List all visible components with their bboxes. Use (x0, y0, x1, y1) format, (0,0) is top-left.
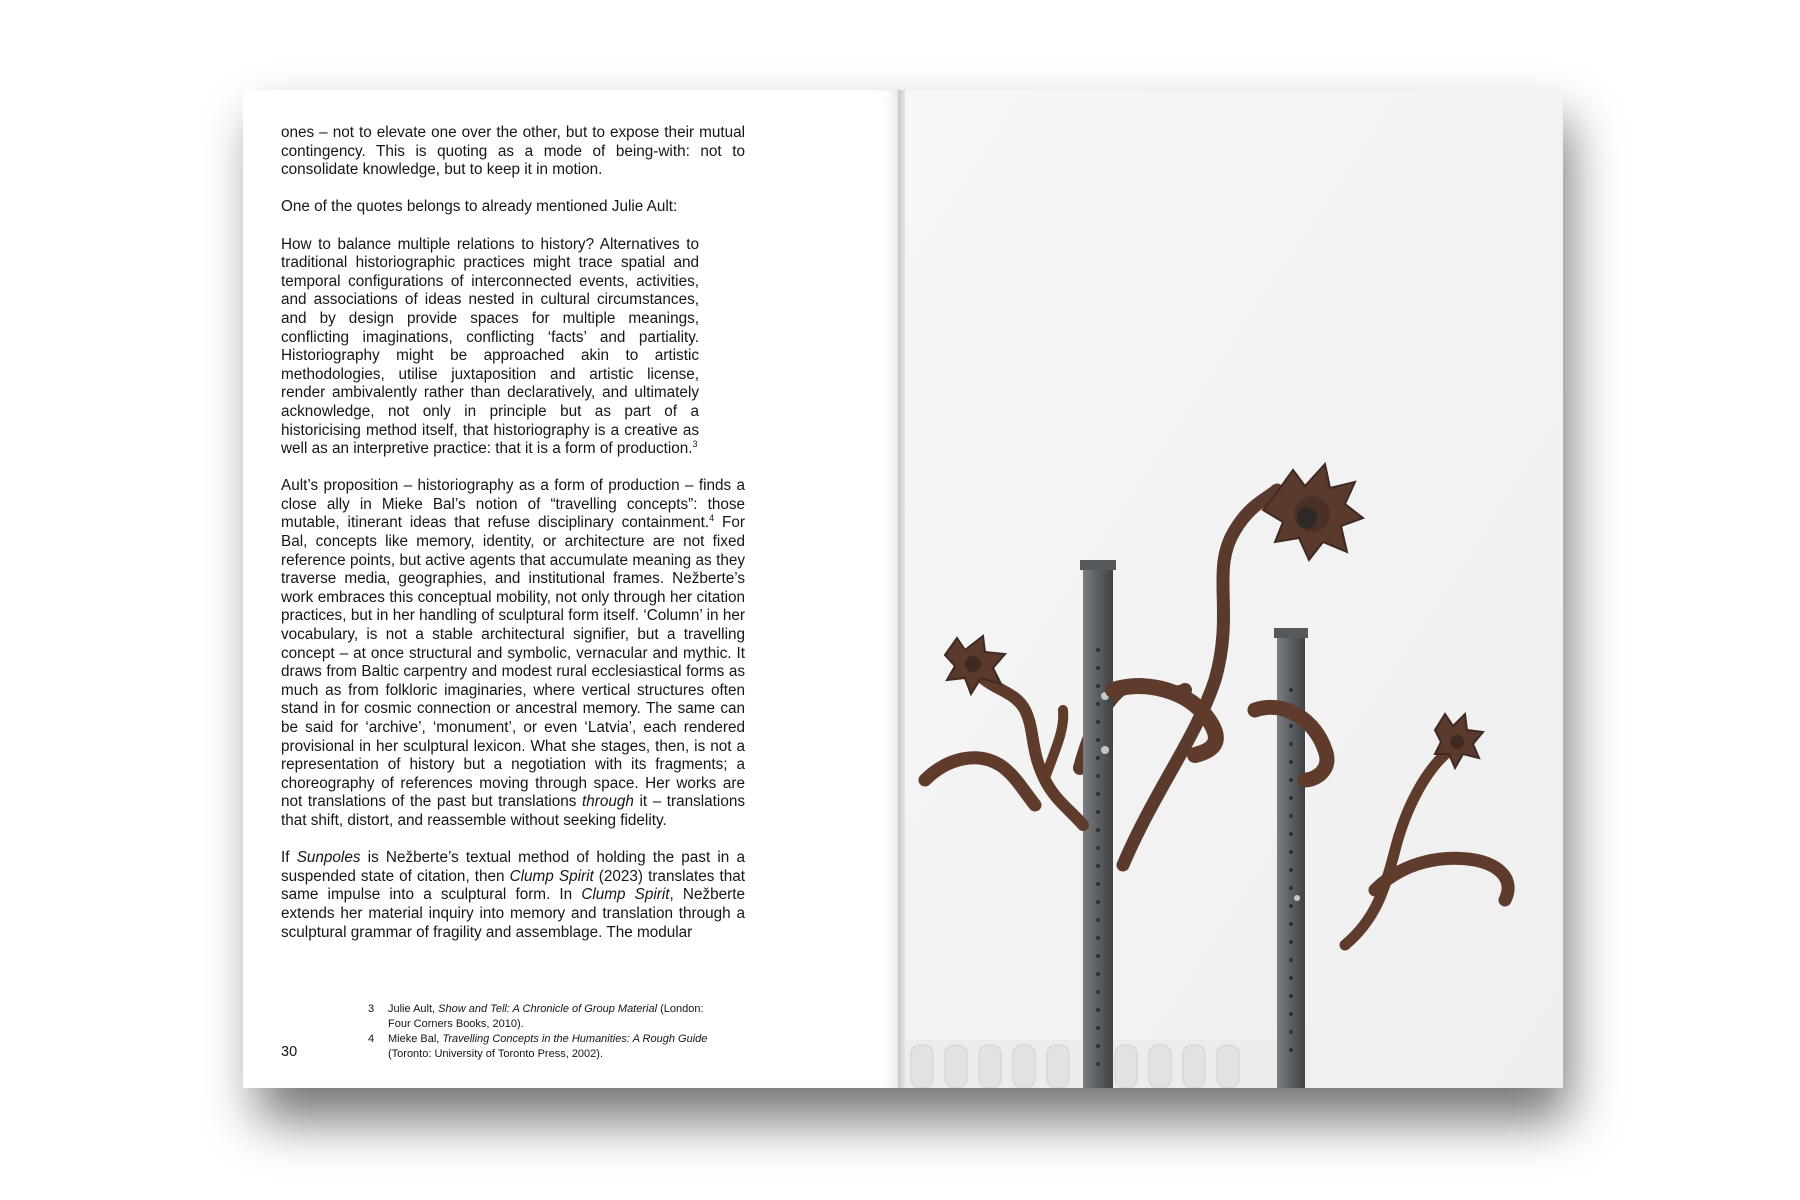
book-spread (243, 90, 1563, 1088)
block-quote-text: How to balance multiple relations to history? Alternatives to traditional historiographic practices might trace spatial and temporal configurations of interconnected events, activities, and associations of ideas nested in cultural circumstances, and by design provide spaces for multiple meanings, conflicting imaginations, conflicting ‘facts’ and partiality. Historiography might be approached akin to artistic methodologies, utilise juxtaposition and artistic license, render ambivalently rather than declaratively, and ultimately acknowledge, not only in principle but as part of a historicising method itself, that historiography is a creative as well as an interpretive practice: that it is a form of production. (281, 235, 699, 458)
paragraph-4-part-c: (2023) translates that same impulse into a sculptural form. In (281, 867, 745, 904)
footnote-author: Mieke Bal, (388, 1033, 443, 1045)
paragraph-4-part-b: is Nežberte’s textual method of holding the past in a suspended state of citation, then (281, 849, 745, 885)
paragraph-4 (281, 849, 745, 942)
footnote-title: Travelling Concepts in the Humanities: A Rough Guide (442, 1033, 708, 1045)
wall-background (905, 90, 1563, 1088)
body-text (281, 124, 745, 961)
paragraph-4-part-a: If (281, 849, 297, 867)
footnote-number: 4 (368, 1033, 375, 1045)
left-page (243, 90, 898, 1088)
paragraph-4-title-3: Clump Spirit (581, 886, 670, 904)
block-quote (281, 236, 699, 459)
footnote-publisher: (London: Four Corners Books, 2010). (388, 1003, 704, 1030)
right-page-photo (905, 90, 1563, 1088)
footnotes (368, 1002, 708, 1062)
sculpture-photo (905, 90, 1563, 1088)
paragraph-4-title-1: Sunpoles (296, 849, 361, 867)
paragraph-3-part-b: For Bal, concepts like memory, identity, or architecture are not fixed reference points, but active agents that accumulate meaning as they traverse media, geographies, and institutional frames. Nežberte’s work embraces this conceptual mobility, not only through her citation practices, but in her handling of sculptural form itself. ‘Column’ in her vocabulary, is not a stable architectural signifier, but a travelling concept – at once structural and symbolic, vernacular and mythic. It draws from Baltic carpentry and modest rural ecclesiastical forms as much as from folkloric imaginaries, where vertical structures often stand in for cosmic connection or ancestral memory. The same can be said for ‘archive’, ‘monument’, or even ‘Latvia’, each rendered provisional in her sculptural lexicon. What she stages, then, is not a representation of history but a negotiation with its fragments; a choreography of references moving through space. Her works are not translations of the past but translations (281, 514, 746, 811)
steel-pole-right (1274, 628, 1308, 1088)
paragraph-3-part-a: Ault’s proposition – historiography as a form of production – finds a close ally in Mieke Bal’s notion of “travelling concepts”: those mutable, itinerant ideas that refuse disciplinary containment. (281, 477, 745, 532)
paragraph-3 (281, 477, 745, 830)
footnote-3 (368, 1002, 708, 1031)
footnote-author: Julie Ault, (388, 1003, 439, 1015)
footnote-number: 3 (368, 1003, 375, 1015)
footnote-4 (368, 1032, 708, 1061)
footnote-title: Show and Tell: A Chronicle of Group Material (438, 1003, 658, 1015)
paragraph-3-emphasis: through (581, 793, 634, 811)
footnote-publisher: (Toronto: University of Toronto Press, 2002). (388, 1047, 604, 1060)
footnote-ref-4: 4 (709, 513, 715, 524)
paragraph-4-title-2: Clump Spirit (509, 867, 594, 885)
paragraph-1: ones – not to elevate one over the other, but to expose their mutual contingency. This is quoting as a mode of being-with: not to consolidate knowledge, but to keep it in motion. (281, 124, 745, 179)
footnote-text (388, 1032, 708, 1061)
page-number: 30 (281, 1044, 298, 1060)
paragraph-3-part-c: it – translations that shift, distort, and reassemble without seeking fidelity. (281, 793, 745, 829)
footnote-text (388, 1002, 708, 1031)
paragraph-2: One of the quotes belongs to already mentioned Julie Ault: (281, 198, 678, 216)
footnote-ref-3: 3 (692, 439, 698, 449)
paragraph-4-part-d: , Nežberte extends her material inquiry into memory and translation through a sculptural grammar of fragility and assemblage. The modular (281, 886, 745, 941)
